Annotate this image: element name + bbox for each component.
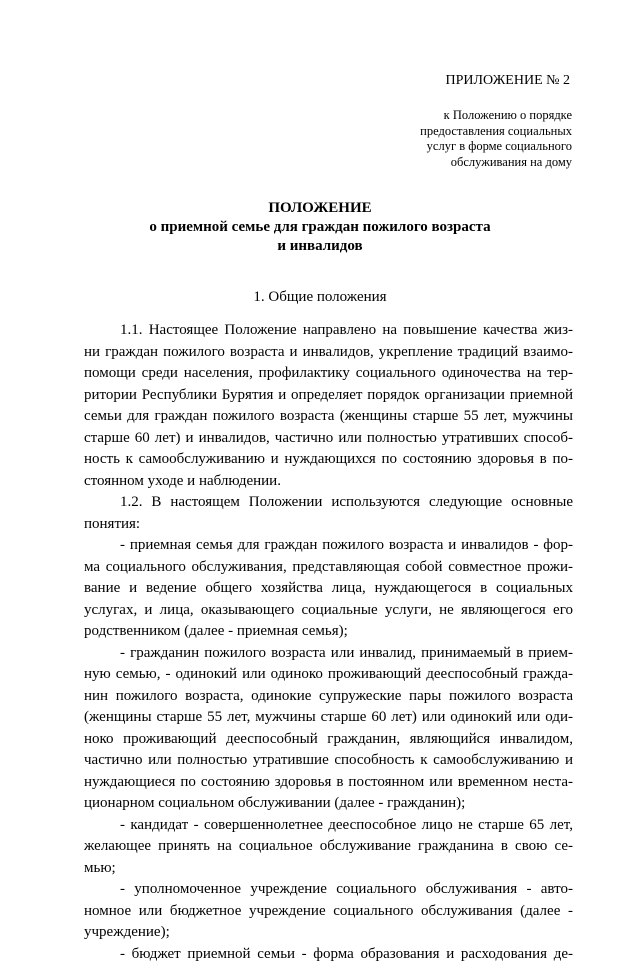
body-line: ноко проживающий дееспособный гражданин, являющийся инвалидом,	[84, 729, 573, 751]
body-line: услугах, и лица, оказывающего социальные услуги, не являющегося его	[84, 600, 573, 622]
body-line: помощи среди населения, профилактику социального одиночества на тер-	[84, 363, 573, 385]
body-line: нуждающиеся по состоянию здоровья в постоянном или временном неста-	[84, 772, 573, 794]
body-line: ную семью, - одинокий или одиноко проживающий дееспособный гражда-	[84, 664, 573, 686]
document-title-line: и инвалидов	[0, 237, 640, 256]
body-line: вание и ведение общего хозяйства лица, нуждающегося в социальных	[84, 578, 573, 600]
body-line: - уполномоченное учреждение социального обслуживания - авто-	[84, 879, 573, 901]
body-line: - гражданин пожилого возраста или инвалид, принимаемый в прием-	[84, 643, 573, 665]
body-line: семьи для граждан пожилого возраста (женщины старше 55 лет, мужчины	[84, 406, 573, 428]
body-line: - бюджет приемной семьи - форма образования и расходования де-	[84, 944, 573, 965]
appendix-label: ПРИЛОЖЕНИЕ № 2	[446, 72, 571, 90]
appendix-reference	[352, 108, 572, 170]
body-line: ционарном социальном обслуживании (далее - гражданин);	[84, 793, 573, 815]
body-line: номное или бюджетное учреждение социального обслуживания (далее -	[84, 901, 573, 923]
body-line: стоянном уходе и наблюдении.	[84, 471, 573, 493]
body-line: ни граждан пожилого возраста и инвалидов, укрепление традиций взаимо-	[84, 342, 573, 364]
document-title	[0, 199, 640, 256]
body-line: 1.2. В настоящем Положении используются следующие основные	[84, 492, 573, 514]
appendix-reference-line: обслуживания на дому	[352, 155, 572, 171]
body-line: ность к самообслуживанию и нуждающихся по состоянию здоровья в по-	[84, 449, 573, 471]
body-line: (женщины старше 55 лет, мужчины старше 60 лет) или одинокий или оди-	[84, 707, 573, 729]
appendix-reference-line: услуг в форме социального	[352, 139, 572, 155]
body-line: 1.1. Настоящее Положение направлено на повышение качества жиз-	[84, 320, 573, 342]
appendix-reference-line: к Положению о порядке	[352, 108, 572, 124]
body-line: - приемная семья для граждан пожилого возраста и инвалидов - фор-	[84, 535, 573, 557]
body-line: понятия:	[84, 514, 573, 536]
body-line: нин пожилого возраста, одинокие супружеские пары пожилого возраста	[84, 686, 573, 708]
document-title-line: ПОЛОЖЕНИЕ	[0, 199, 640, 218]
appendix-reference-line: предоставления социальных	[352, 124, 572, 140]
body-line: старше 60 лет) и инвалидов, частично или полностью утративших способ-	[84, 428, 573, 450]
body-line: ма социального обслуживания, представляющая собой совместное прожи-	[84, 557, 573, 579]
body-text	[84, 320, 573, 965]
body-line: - кандидат - совершеннолетнее дееспособное лицо не старше 65 лет,	[84, 815, 573, 837]
body-line: родственником (далее - приемная семья);	[84, 621, 573, 643]
body-line: ритории Республики Бурятия и определяет порядок организации приемной	[84, 385, 573, 407]
body-line: желающее принять на социальное обслуживание гражданина в свою се-	[84, 836, 573, 858]
body-line: мью;	[84, 858, 573, 880]
body-line: учреждение);	[84, 922, 573, 944]
body-line: частично или полностью утратившие способность к самообслуживанию и	[84, 750, 573, 772]
document-title-line: о приемной семье для граждан пожилого возраста	[0, 218, 640, 237]
section-heading: 1. Общие положения	[0, 288, 640, 307]
